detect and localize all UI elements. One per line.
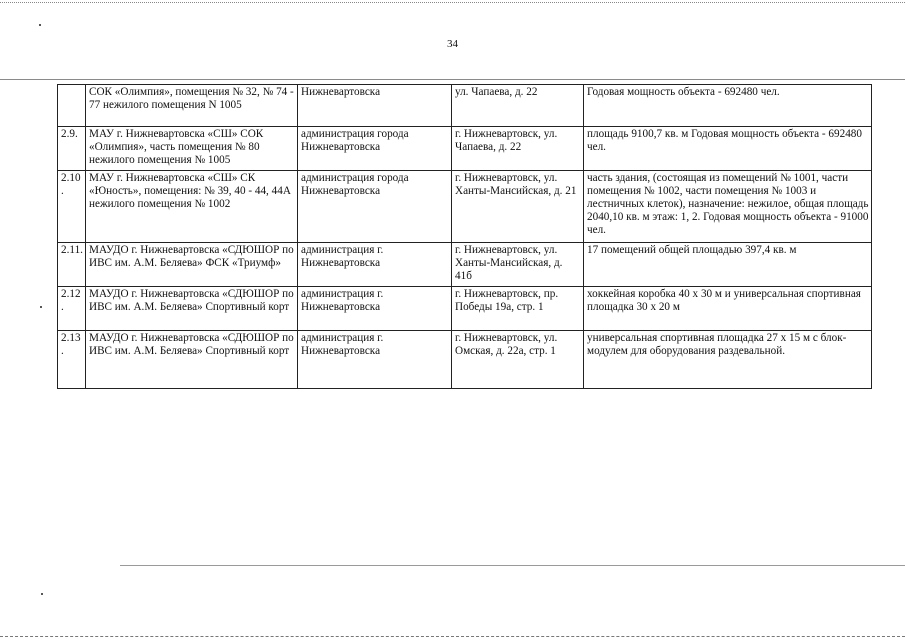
facility-address: г. Нижневартовск, ул. Ханты-Мансийская, д. 21 (452, 171, 584, 243)
facility-name: СОК «Олимпия», помещения № 32, № 74 - 77 нежилого помещения N 1005 (86, 85, 298, 127)
row-number: 2.10. (58, 171, 86, 243)
scan-speck (39, 24, 41, 26)
table-row (58, 171, 872, 243)
facility-address: г. Нижневартовск, ул. Омская, д. 22а, стр. 1 (452, 331, 584, 389)
row-number (58, 85, 86, 127)
facility-description: площадь 9100,7 кв. м Годовая мощность объекта - 692480 чел. (584, 127, 872, 171)
table-row (58, 85, 872, 127)
facility-description: 17 помещений общей площадью 397,4 кв. м (584, 243, 872, 287)
facility-description: Годовая мощность объекта - 692480 чел. (584, 85, 872, 127)
scan-speck (40, 306, 42, 308)
facility-owner: администрация города Нижневартовска (298, 171, 452, 243)
facility-name: МАУДО г. Нижневартовска «СДЮШОР по ИВС им. А.М. Беляева» Спортивный корт (86, 287, 298, 331)
facilities-table (57, 84, 872, 389)
facility-description: хоккейная коробка 40 х 30 м и универсальная спортивная площадка 30 х 20 м (584, 287, 872, 331)
facility-address: г. Нижневартовск, ул. Чапаева, д. 22 (452, 127, 584, 171)
scan-edge-top (0, 2, 905, 3)
row-number: 2.13. (58, 331, 86, 389)
facility-owner: администрация г. Нижневартовска (298, 331, 452, 389)
row-number: 2.9. (58, 127, 86, 171)
page-number: 34 (447, 38, 458, 50)
facility-owner: администрация г. Нижневартовска (298, 243, 452, 287)
table-row (58, 243, 872, 287)
scan-edge-bottom (0, 636, 905, 637)
facility-name: МАУДО г. Нижневартовска «СДЮШОР по ИВС им. А.М. Беляева» Спортивный корт (86, 331, 298, 389)
facility-description: часть здания, (состоящая из помещений № 1001, части помещения № 1002, части помещения № 1003 и лестничных клеток), назначение: нежилое, общая площадь 2040,10 кв. м этаж: 1, 2. Годовая мощность объекта - 91000 чел. (584, 171, 872, 243)
table-row (58, 287, 872, 331)
header-rule (0, 79, 905, 80)
footer-rule (120, 565, 905, 566)
scan-speck (41, 593, 43, 595)
facility-owner: Нижневартовска (298, 85, 452, 127)
facility-address: ул. Чапаева, д. 22 (452, 85, 584, 127)
facility-description: универсальная спортивная площадка 27 х 15 м с блок-модулем для оборудования раздевальной. (584, 331, 872, 389)
facility-name: МАУ г. Нижневартовска «СШ» СК «Юность», помещения: № 39, 40 - 44, 44А нежилого помещения № 1002 (86, 171, 298, 243)
table-row (58, 127, 872, 171)
facility-owner: администрация г. Нижневартовска (298, 287, 452, 331)
table-row (58, 331, 872, 389)
row-number: 2.12. (58, 287, 86, 331)
facility-address: г. Нижневартовск, ул. Ханты-Мансийская, д. 41б (452, 243, 584, 287)
facility-name: МАУ г. Нижневартовска «СШ» СОК «Олимпия», часть помещения № 80 нежилого помещения № 1005 (86, 127, 298, 171)
row-number: 2.11. (58, 243, 86, 287)
facility-owner: администрация города Нижневартовска (298, 127, 452, 171)
facility-address: г. Нижневартовск, пр. Победы 19а, стр. 1 (452, 287, 584, 331)
facility-name: МАУДО г. Нижневартовска «СДЮШОР по ИВС им. А.М. Беляева» ФСК «Триумф» (86, 243, 298, 287)
